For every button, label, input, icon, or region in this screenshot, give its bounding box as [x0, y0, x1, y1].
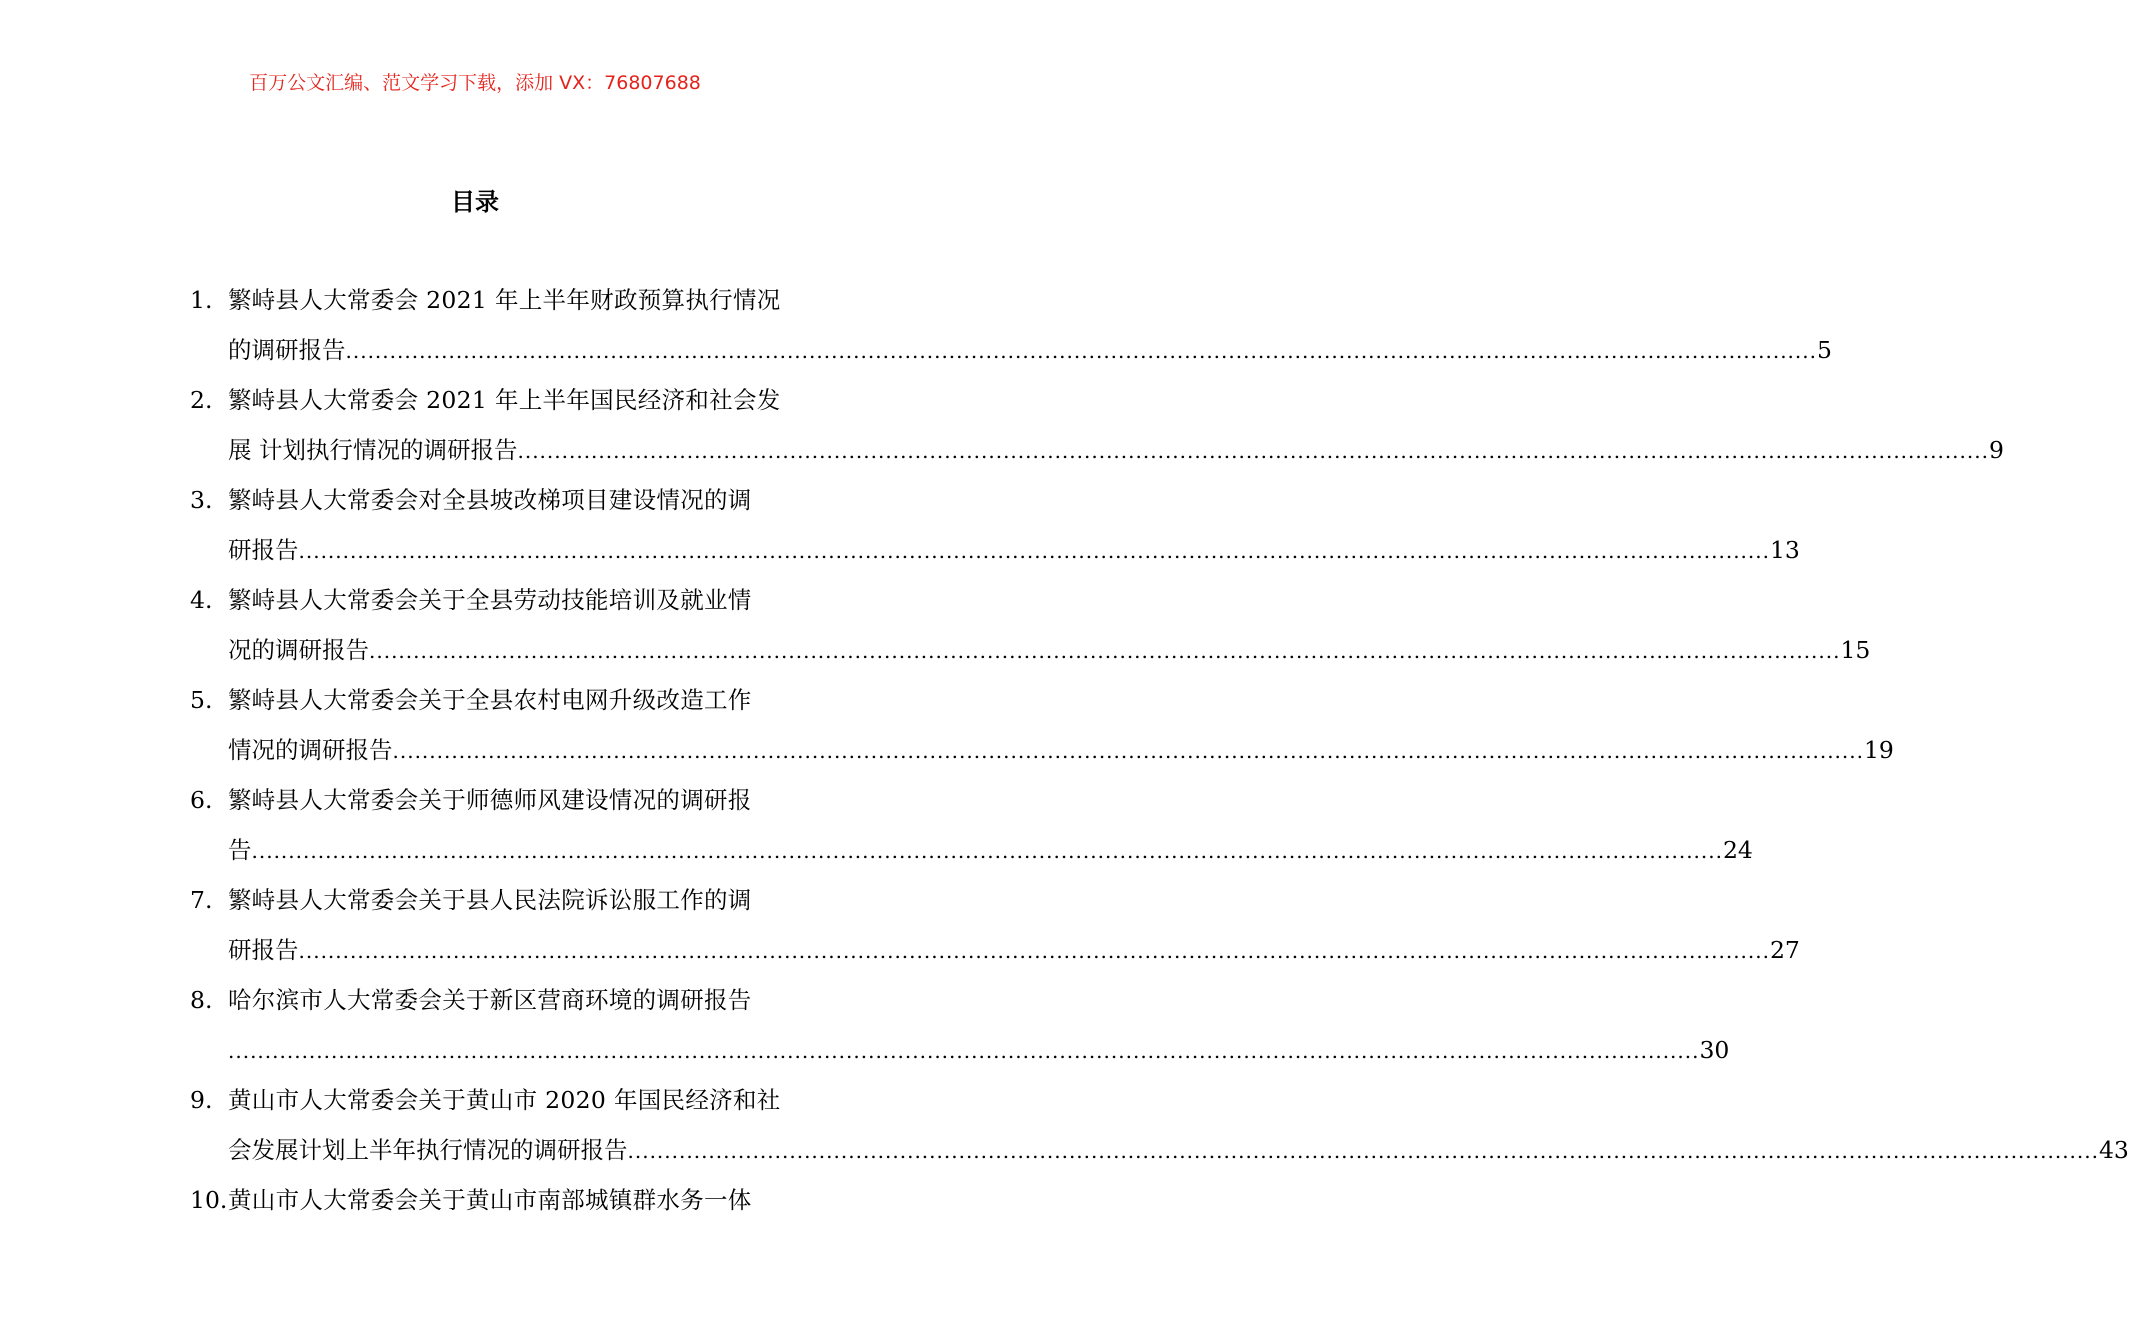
toc-entry-title: 黄山市人大常委会关于黄山市 2020 年国民经济和社	[228, 1086, 781, 1114]
toc-entry-title-continued: 研报告	[228, 936, 299, 964]
toc-entry-title: 繁峙县人大常委会 2021 年上半年财政预算执行情况	[228, 286, 781, 314]
page-title: 目录	[451, 188, 499, 216]
toc-page-number: 15	[1840, 636, 1871, 664]
toc-entry-title: 繁峙县人大常委会对全县坡改梯项目建设情况的调	[228, 486, 752, 514]
dot-leader: ........................................................................................................................................................................................................	[517, 439, 1989, 463]
dot-leader: ........................................................................................................................................................................................................	[298, 939, 1770, 963]
toc-entry[interactable]	[190, 275, 1832, 375]
toc-entry[interactable]	[190, 475, 1800, 575]
toc-page-number: 9	[1988, 436, 2004, 464]
dot-leader: ........................................................................................................................................................................................................	[298, 539, 1770, 563]
toc-page-number: 19	[1863, 736, 1894, 764]
dot-leader: ........................................................................................................................................................................................................	[369, 639, 1841, 663]
toc-entry[interactable]	[190, 575, 1871, 675]
dot-leader: ........................................................................................................................................................................................................	[228, 1039, 1700, 1063]
toc-entry-continuation	[190, 525, 1800, 575]
toc-entry-title-continued: 告	[228, 836, 252, 864]
dot-leader: ........................................................................................................................................................................................................	[345, 339, 1817, 363]
toc-entry-number: 9.	[190, 1086, 213, 1114]
table-of-contents	[190, 275, 2129, 1225]
toc-entry-title-continued: 研报告	[228, 536, 299, 564]
dot-leader: ........................................................................................................................................................................................................	[627, 1139, 2099, 1163]
toc-entry-number: 2.	[190, 386, 213, 414]
watermark-header: 百万公文汇编、范文学习下载，添加 VX：76807688	[249, 72, 701, 94]
toc-entry-continuation	[190, 625, 1871, 675]
toc-page-number: 13	[1769, 536, 1800, 564]
toc-page-number: 30	[1699, 1036, 1730, 1064]
toc-entry-continuation	[190, 425, 2004, 475]
toc-entry-title-continued: 会发展计划上半年执行情况的调研报告	[228, 1136, 628, 1164]
toc-entry[interactable]	[190, 375, 2004, 475]
toc-entry-number: 4.	[190, 586, 213, 614]
toc-entry-title: 繁峙县人大常委会关于师德师风建设情况的调研报	[228, 786, 752, 814]
toc-entry-continuation	[190, 325, 1832, 375]
toc-entry-title: 繁峙县人大常委会关于全县农村电网升级改造工作	[228, 686, 752, 714]
toc-page-number: 43	[2098, 1136, 2129, 1164]
toc-entry-number: 3.	[190, 486, 213, 514]
toc-entry-title: 繁峙县人大常委会关于县人民法院诉讼服工作的调	[228, 886, 752, 914]
toc-entry[interactable]	[190, 1175, 806, 1225]
toc-page-number: 24	[1722, 836, 1753, 864]
toc-entry-title: 哈尔滨市人大常委会关于新区营商环境的调研报告	[228, 986, 752, 1014]
toc-entry-continuation	[190, 825, 1753, 875]
toc-entry-title-continued: 展 计划执行情况的调研报告	[228, 436, 518, 464]
dot-leader: ........................................................................................................................................................................................................	[251, 839, 1723, 863]
toc-page-number: 27	[1769, 936, 1800, 964]
toc-entry-continuation	[190, 725, 1894, 775]
toc-entry-continuation	[190, 1025, 1730, 1075]
toc-entry-title-continued: 的调研报告	[228, 336, 346, 364]
toc-entry-number: 5.	[190, 686, 213, 714]
toc-entry[interactable]	[190, 775, 1753, 875]
toc-entry[interactable]	[190, 675, 1894, 775]
toc-entry-title: 黄山市人大常委会关于黄山市南部城镇群水务一体	[228, 1186, 752, 1214]
toc-entry-number: 8.	[190, 986, 213, 1014]
toc-entry-continuation	[190, 1125, 2129, 1175]
toc-entry-number: 1.	[190, 286, 213, 314]
toc-page-number: 5	[1816, 336, 1832, 364]
toc-entry-title: 繁峙县人大常委会 2021 年上半年国民经济和社会发	[228, 386, 781, 414]
toc-entry[interactable]	[190, 975, 1730, 1075]
toc-entry-number: 7.	[190, 886, 213, 914]
toc-entry-continuation	[190, 925, 1800, 975]
toc-entry-title-continued: 况的调研报告	[228, 636, 369, 664]
toc-entry-title-continued: 情况的调研报告	[228, 736, 393, 764]
toc-entry-title: 繁峙县人大常委会关于全县劳动技能培训及就业情	[228, 586, 752, 614]
dot-leader: ........................................................................................................................................................................................................	[392, 739, 1864, 763]
toc-entry-number: 6.	[190, 786, 213, 814]
toc-entry-number: 10.	[190, 1186, 228, 1214]
toc-entry[interactable]	[190, 875, 1800, 975]
toc-entry[interactable]	[190, 1075, 2129, 1175]
